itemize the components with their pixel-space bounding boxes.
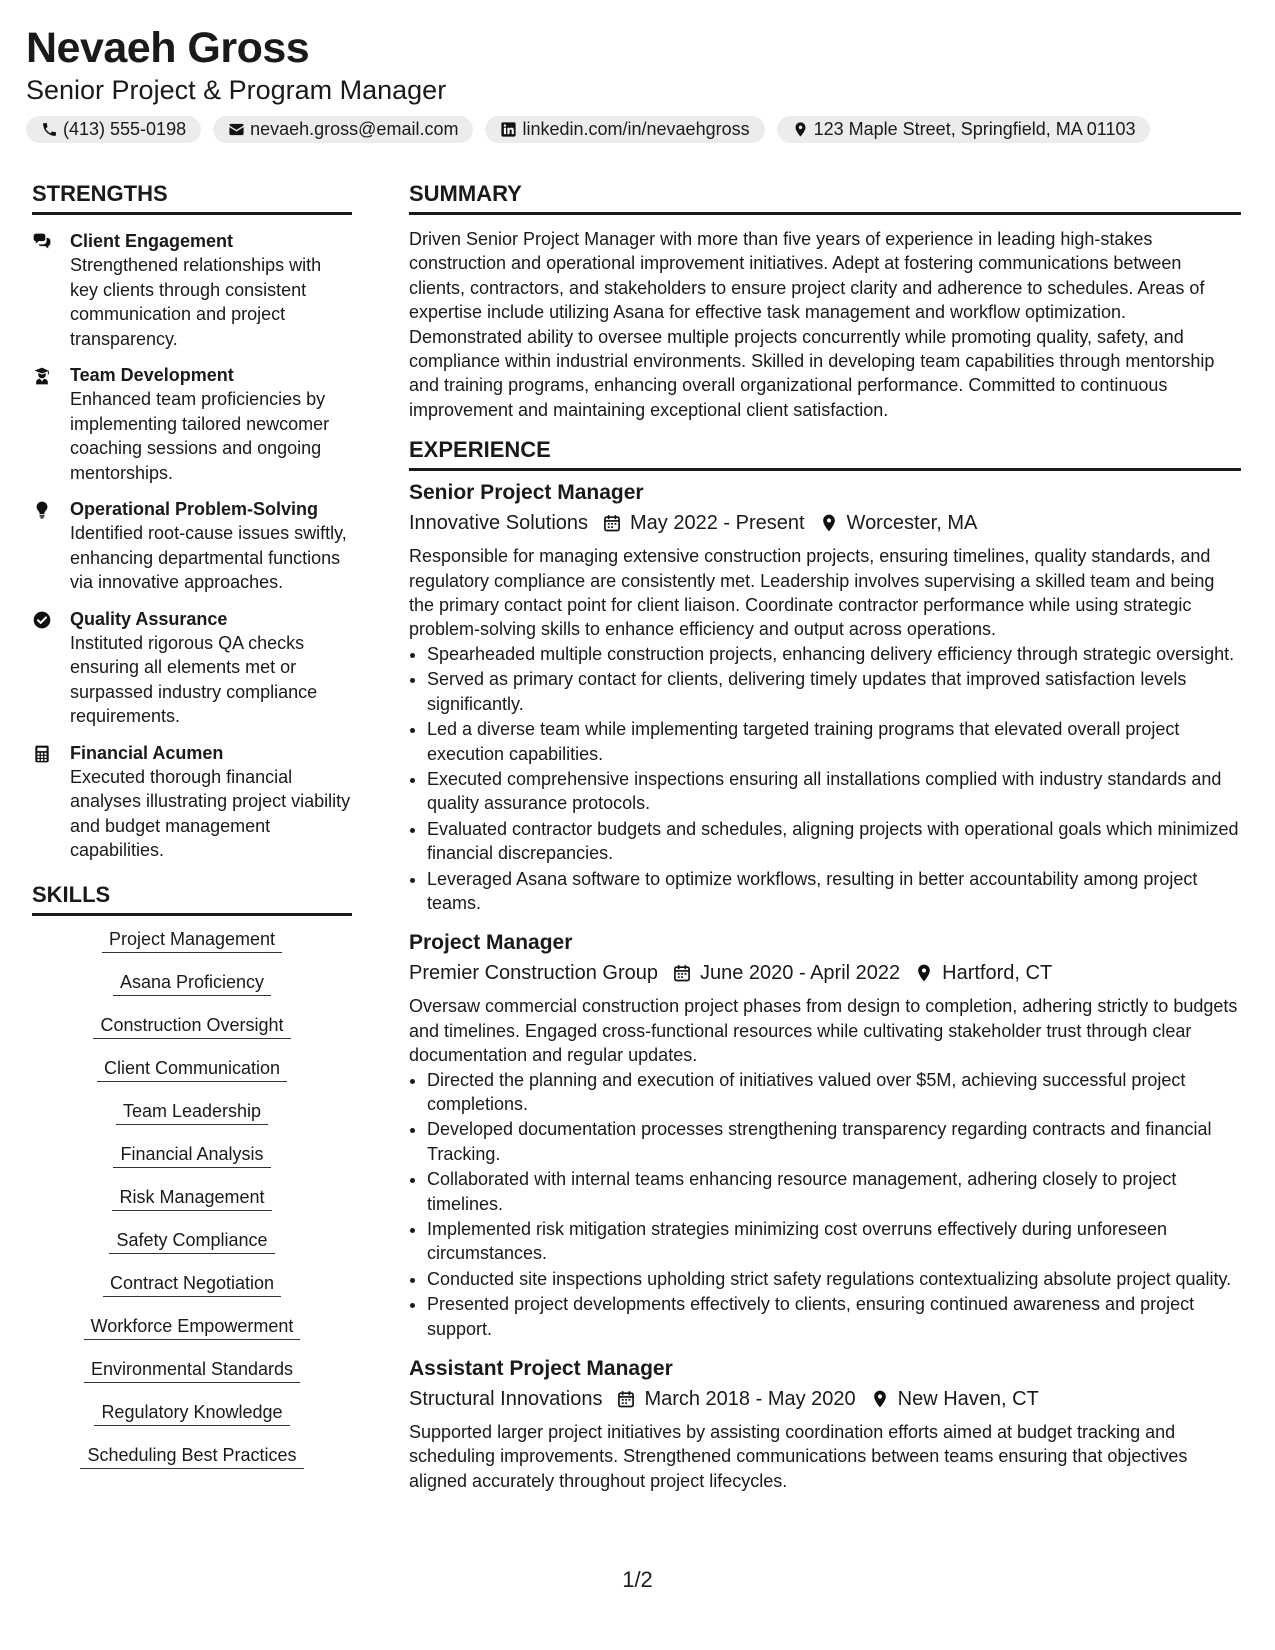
job-meta (409, 1384, 1241, 1414)
calculator-icon (32, 744, 52, 764)
job-title: Project Manager (409, 931, 573, 955)
strength-item (32, 363, 352, 485)
job-bullets (409, 1068, 1241, 1341)
calendar-icon (616, 1389, 636, 1409)
contact-bar (26, 116, 1246, 143)
skill-label: Environmental Standards (84, 1356, 300, 1383)
strength-item (32, 741, 352, 863)
job-location: New Haven, CT (897, 1388, 1039, 1411)
strength-title: Client Engagement (70, 231, 234, 251)
bullet-item: • Executed comprehensive inspections ensuring all installations complied with industry standards and quality assurance protocols. (427, 767, 1241, 816)
contact-email[interactable] (213, 116, 473, 143)
job-description: Responsible for managing extensive construction projects, ensuring timelines, quality standards, and regulatory compliance are consistently met. Leadership involves supervising a skilled team and being the primary contact point for client liaison. Coordinate contractor performance while using strategic problem-solving skills to enhance efficiency and output across operations. (409, 546, 1215, 640)
bullet-item: • Evaluated contractor budgets and schedules, aligning projects with operational goals which minimized financial discrepancies. (427, 817, 1241, 866)
skills-list (32, 926, 352, 1470)
strength-item (32, 229, 352, 351)
email-icon (228, 121, 245, 138)
left-column (32, 180, 352, 1485)
location-icon (792, 121, 809, 138)
job-entry (409, 1355, 1241, 1493)
lightbulb-icon (32, 500, 52, 520)
job-location: Hartford, CT (942, 962, 1053, 985)
strength-desc: Executed thorough financial analyses illustrating project viability and budget management capabilities. (70, 766, 351, 860)
strength-desc: Identified root-cause issues swiftly, enhancing departmental functions via innovative approaches. (70, 523, 347, 592)
bullet-item: • Presented project developments effectively to clients, ensuring continued awareness and project support. (427, 1292, 1241, 1341)
summary-text: Driven Senior Project Manager with more than five years of experience in leading high-stakes construction and operational improvement initiatives. Adept at fostering communications between clients, contractors, and stakeholders to ensure project clarity and adherence to schedules. Areas of expertise include utilizing Asana for effective task management and workflow optimization. Demonstrated ability to oversee multiple projects concurrently while promoting quality, safety, and compliance within industrial environments. Skilled in developing team capabilities through mentorship and training programs, enhancing overall organizational performance. Committed to continuous improvement and maintaining exceptional client satisfaction. (409, 229, 1215, 420)
strength-desc: Instituted rigorous QA checks ensuring all elements met or surpassed industry compliance requirements. (70, 632, 318, 726)
job-dates: May 2022 - Present (630, 512, 805, 535)
contact-phone[interactable] (26, 116, 201, 143)
skill-item (32, 1356, 352, 1384)
skill-label: Risk Management (112, 1184, 271, 1211)
strength-item (32, 607, 352, 729)
job-location: Worcester, MA (846, 512, 978, 535)
skill-label: Scheduling Best Practices (80, 1442, 303, 1469)
strength-title: Quality Assurance (70, 608, 228, 629)
location-icon (870, 1389, 890, 1409)
strengths-list (32, 229, 352, 863)
job-bullets (409, 642, 1241, 915)
contact-text: (413) 555-0198 (63, 119, 187, 139)
page-number: 1/2 (622, 1567, 653, 1592)
skill-item (32, 1184, 352, 1212)
contact-address[interactable] (777, 116, 1151, 143)
skill-label: Contract Negotiation (103, 1270, 281, 1297)
company-name: Innovative Solutions (409, 512, 589, 535)
contact-linkedin[interactable] (485, 116, 764, 143)
skill-item (32, 1442, 352, 1470)
graduate-icon (32, 366, 52, 386)
strength-desc: Enhanced team proficiencies by implementing tailored newcomer coaching sessions and ongoing mentorships. (70, 389, 330, 483)
skill-label: Financial Analysis (113, 1141, 270, 1168)
skill-item (32, 1055, 352, 1083)
bullet-item: • Developed documentation processes strengthening transparency regarding contracts and financial Tracking. (427, 1117, 1241, 1166)
skill-label: Workforce Empowerment (84, 1313, 301, 1340)
skill-item (32, 1012, 352, 1040)
job-entry (409, 479, 1241, 915)
linkedin-icon (500, 121, 517, 138)
job-dates: June 2020 - April 2022 (699, 962, 901, 985)
job-dates: March 2018 - May 2020 (644, 1388, 856, 1411)
skill-item (32, 1227, 352, 1255)
job-title: Senior Project Manager (409, 481, 644, 505)
phone-icon (41, 121, 58, 138)
location-icon (914, 963, 934, 983)
skill-item (32, 1399, 352, 1427)
skill-label: Asana Proficiency (113, 969, 271, 996)
location-icon (819, 513, 839, 533)
bullet-item: • Spearheaded multiple construction projects, enhancing delivery efficiency through strategic oversight. (427, 642, 1241, 666)
job-meta (409, 508, 1241, 538)
bullet-item: • Leveraged Asana software to optimize workflows, resulting in better accountability among project teams. (427, 867, 1241, 916)
skill-item (32, 1098, 352, 1126)
strength-title: Operational Problem-Solving (70, 499, 319, 519)
check-circle-icon (32, 610, 52, 630)
bullet-item: • Conducted site inspections upholding strict safety regulations contextualizing absolute project quality. (427, 1267, 1241, 1291)
strength-title: Financial Acumen (70, 742, 224, 763)
resume-header (26, 22, 1246, 143)
contact-text: 123 Maple Street, Springfield, MA 01103 (813, 119, 1136, 139)
contact-text: nevaeh.gross@email.com (250, 119, 459, 139)
contact-text: linkedin.com/in/nevaehgross (522, 119, 750, 139)
candidate-title: Senior Project & Program Manager (26, 75, 447, 105)
candidate-name: Nevaeh Gross (26, 24, 310, 72)
skill-label: Client Communication (97, 1055, 287, 1082)
bullet-item: • Implemented risk mitigation strategies minimizing cost overruns effectively during unforeseen circumstances. (427, 1217, 1241, 1266)
job-meta (409, 958, 1241, 988)
skill-item (32, 969, 352, 997)
bullet-item: • Collaborated with internal teams enhancing resource management, adhering closely to project timelines. (427, 1167, 1241, 1216)
bullet-item: • Directed the planning and execution of initiatives valued over $5M, achieving successful project completions. (427, 1068, 1241, 1117)
strengths-heading: STRENGTHS (32, 180, 352, 215)
skill-label: Regulatory Knowledge (94, 1399, 289, 1426)
skill-label: Construction Oversight (93, 1012, 290, 1039)
skill-label: Safety Compliance (109, 1227, 274, 1254)
summary-heading: SUMMARY (409, 180, 1241, 215)
calendar-icon (602, 513, 622, 533)
job-entry (409, 929, 1241, 1341)
bullet-item: • Led a diverse team while implementing targeted training programs that elevated overall project execution capabilities. (427, 717, 1241, 766)
bullet-item: • Served as primary contact for clients, delivering timely updates that improved satisfaction levels significantly. (427, 667, 1241, 716)
strength-item (32, 497, 352, 595)
job-description: Supported larger project initiatives by assisting coordination efforts aimed at budget tracking and scheduling improvements. Strengthened communications between teams ensuring that objectives aligned accurately throughout project lifecycles. (409, 1422, 1188, 1491)
chat-bubbles-icon (32, 232, 52, 252)
job-description: Oversaw commercial construction project phases from design to completion, adhering strictly to budgets and timelines. Engaged cross-functional resources while cultivating stakeholder trust through clear documentation and regular updates. (409, 996, 1238, 1066)
right-column (409, 180, 1241, 1493)
job-title: Assistant Project Manager (409, 1357, 673, 1381)
skill-item (32, 1270, 352, 1298)
strength-title: Team Development (70, 365, 234, 385)
skill-item (32, 1313, 352, 1341)
skill-item (32, 1141, 352, 1169)
company-name: Structural Innovations (409, 1388, 603, 1411)
calendar-icon (672, 963, 692, 983)
skill-label: Project Management (102, 926, 282, 953)
company-name: Premier Construction Group (409, 962, 658, 985)
skill-label: Team Leadership (116, 1098, 268, 1125)
skills-heading: SKILLS (32, 881, 352, 916)
strength-desc: Strengthened relationships with key clients through consistent communication and project transparency. (70, 255, 322, 349)
experience-heading: EXPERIENCE (409, 436, 1241, 471)
skill-item (32, 926, 352, 954)
